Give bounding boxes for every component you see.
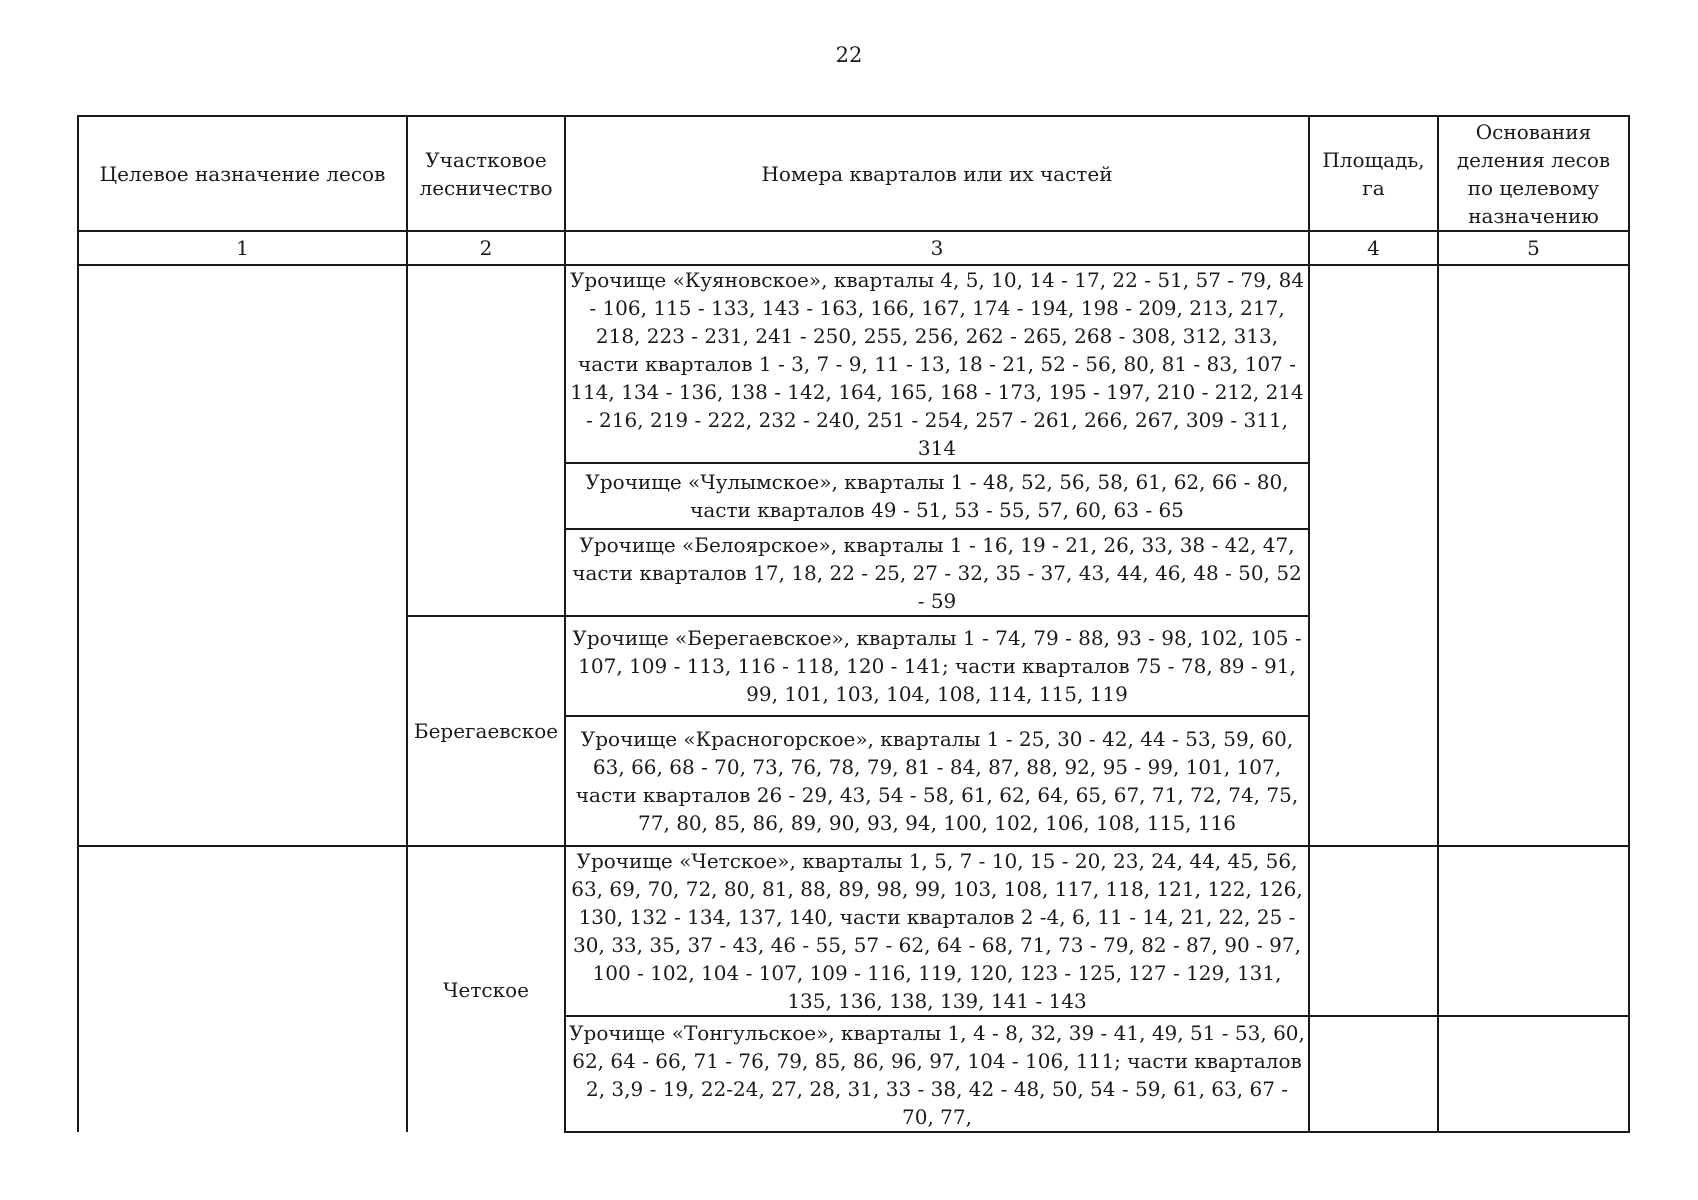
column-number: 2: [407, 231, 565, 265]
basis-cell: [1438, 846, 1629, 1016]
forest-purpose-cell: [78, 265, 407, 846]
basis-cell: [1438, 265, 1629, 846]
area-cell: [1309, 1016, 1438, 1132]
forest-purpose-table: [77, 115, 1630, 1133]
column-number: 3: [565, 231, 1309, 265]
area-cell: [1309, 846, 1438, 1016]
quarters-chulymskoe: Урочище «Чулымское», кварталы 1 - 48, 52, 56, 58, 61, 62, 66 - 80, части кварталов 49 - 51, 53 - 55, 57, 60, 63 - 65: [565, 463, 1309, 529]
table-row: [78, 846, 1629, 1016]
quarters-beloyarskoe: Урочище «Белоярское», кварталы 1 - 16, 19 - 21, 26, 33, 38 - 42, 47, части кварталов 17, 18, 22 - 25, 27 - 32, 35 - 37, 43, 44, 46, 48 - 50, 52 - 59: [565, 529, 1309, 616]
quarters-krasnogorskoe: Урочище «Красногорское», кварталы 1 - 25, 30 - 42, 44 - 53, 59, 60, 63, 66, 68 - 70, 73, 76, 78, 79, 81 - 84, 87, 88, 92, 95 - 99, 101, 107, части кварталов 26 - 29, 43, 54 - 58, 61, 62, 64, 65, 67, 71, 72, 74, 75, 77, 80, 85, 86, 89, 90, 93, 94, 100, 102, 106, 108, 115, 116: [565, 716, 1309, 846]
page-number: 22: [835, 43, 863, 67]
quarters-beregaevskoe: Урочище «Берегаевское», кварталы 1 - 74, 79 - 88, 93 - 98, 102, 105 - 107, 109 - 113, 116 - 118, 120 - 141; части кварталов 75 - 78, 89 - 91, 99, 101, 103, 104, 108, 114, 115, 119: [565, 616, 1309, 716]
column-number-row: [78, 231, 1629, 265]
column-number: 5: [1438, 231, 1629, 265]
forest-purpose-cell: [78, 846, 407, 1132]
header-area: Площадь, га: [1309, 116, 1438, 231]
table-header-row: [78, 116, 1629, 231]
quarters-tongulskoe: Урочище «Тонгульское», кварталы 1, 4 - 8, 32, 39 - 41, 49, 51 - 53, 60, 62, 64 - 66, 71 - 76, 79, 85, 86, 96, 97, 104 - 106, 111; части кварталов 2, 3,9 - 19, 22-24, 27, 28, 31, 33 - 38, 42 - 48, 50, 54 - 59, 61, 63, 67 - 70, 77,: [565, 1016, 1309, 1132]
basis-cell: [1438, 1016, 1629, 1132]
header-quarter-numbers: Номера кварталов или их частей: [565, 116, 1309, 231]
table-row: [78, 265, 1629, 463]
header-basis: Основания деления лесов по целевому назначению: [1438, 116, 1629, 231]
area-cell: [1309, 265, 1438, 846]
column-number: 4: [1309, 231, 1438, 265]
forestry-beregaevskoe: Берегаевское: [407, 616, 565, 846]
quarters-chetskoe: Урочище «Четское», кварталы 1, 5, 7 - 10, 15 - 20, 23, 24, 44, 45, 56, 63, 69, 70, 72, 80, 81, 88, 89, 98, 99, 103, 108, 117, 118, 121, 122, 126, 130, 132 - 134, 137, 140, части кварталов 2 -4, 6, 11 - 14, 21, 22, 25 - 30, 33, 35, 37 - 43, 46 - 55, 57 - 62, 64 - 68, 71, 73 - 79, 82 - 87, 90 - 97, 100 - 102, 104 - 107, 109 - 116, 119, 120, 123 - 125, 127 - 129, 131, 135, 136, 138, 139, 141 - 143: [565, 846, 1309, 1016]
header-forest-purpose: Целевое назначение лесов: [78, 116, 407, 231]
column-number: 1: [78, 231, 407, 265]
header-forestry: Участковое лесничество: [407, 116, 565, 231]
forestry-cell: [407, 265, 565, 616]
quarters-kuyanovskoe: Урочище «Куяновское», кварталы 4, 5, 10, 14 - 17, 22 - 51, 57 - 79, 84 - 106, 115 - 133, 143 - 163, 166, 167, 174 - 194, 198 - 209, 213, 217, 218, 223 - 231, 241 - 250, 255, 256, 262 - 265, 268 - 308, 312, 313, части кварталов 1 - 3, 7 - 9, 11 - 13, 18 - 21, 52 - 56, 80, 81 - 83, 107 - 114, 134 - 136, 138 - 142, 164, 165, 168 - 173, 195 - 197, 210 - 212, 214 - 216, 219 - 222, 232 - 240, 251 - 254, 257 - 261, 266, 267, 309 - 311, 314: [565, 265, 1309, 463]
forestry-chetskoe: Четское: [407, 846, 565, 1132]
